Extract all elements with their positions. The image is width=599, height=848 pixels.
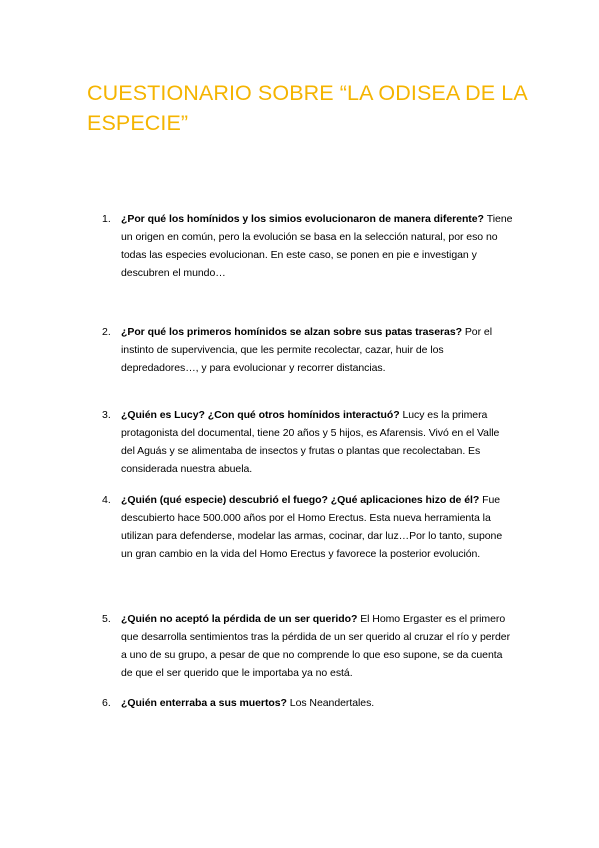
- answer-text: El Homo Ergaster es el primero que desarrolla sentimientos tras la pérdida de un ser querido al cruzar el río y perder a uno de su grupo, a pesar de que no comprende lo que eso supone, se da cuenta de que el ser querido que le importaba ya no está.: [121, 613, 511, 679]
- question-text: ¿Quién (qué especie) descubrió el fuego? ¿Qué aplicaciones hizo de él?: [121, 494, 483, 506]
- question-text: ¿Quién enterraba a sus muertos?: [121, 697, 290, 709]
- question-body: [121, 210, 516, 282]
- question-body: [121, 491, 516, 563]
- question-number: 5.: [102, 613, 111, 625]
- question-number: 2.: [102, 326, 111, 338]
- answer-text: Los Neandertales.: [289, 697, 375, 709]
- answer-text: Tiene un origen en común, pero la evolución se basa en la selección natural, por eso no todas las especies evolucionan. En este caso, se ponen en pie e investigan y descubren el mundo…: [121, 213, 513, 279]
- question-text: ¿Quién no aceptó la pérdida de un ser querido?: [121, 613, 361, 625]
- document-title: CUESTIONARIO SOBRE “LA ODISEA DE LA ESPECIE”: [87, 81, 527, 135]
- question-number: 1.: [102, 213, 111, 225]
- question-text: ¿Quién es Lucy? ¿Con qué otros homínidos interactuó?: [121, 409, 403, 421]
- answer-text: Por el instinto de supervivencia, que les permite recolectar, cazar, huir de los depredadores…, y para evolucionar y recorrer distancias.: [121, 326, 492, 374]
- question-body: [121, 323, 516, 377]
- question-number: 6.: [102, 697, 111, 709]
- question-body: [121, 694, 516, 712]
- question-body: [121, 406, 516, 478]
- question-text: ¿Por qué los homínidos y los simios evolucionaron de manera diferente?: [121, 213, 487, 225]
- question-number: 3.: [102, 409, 111, 421]
- answer-text: Fue descubierto hace 500.000 años por el Homo Erectus. Esta nueva herramienta la utilizan para defenderse, modelar las armas, cocinar, dar luz…Por lo tanto, supone un gran cambio en la vida del Homo Erectus y favorece la posterior evolución.: [121, 494, 503, 560]
- answer-text: Lucy es la primera protagonista del documental, tiene 20 años y 5 hijos, es Afarensis. Vivó en el Valle del Aguás y se alimentaba de insectos y frutas o plantas que recolectaban. Es considerada nuestra abuela.: [121, 409, 500, 475]
- question-text: ¿Por qué los primeros homínidos se alzan sobre sus patas traseras?: [121, 326, 465, 338]
- question-number: 4.: [102, 494, 111, 506]
- question-body: [121, 610, 516, 682]
